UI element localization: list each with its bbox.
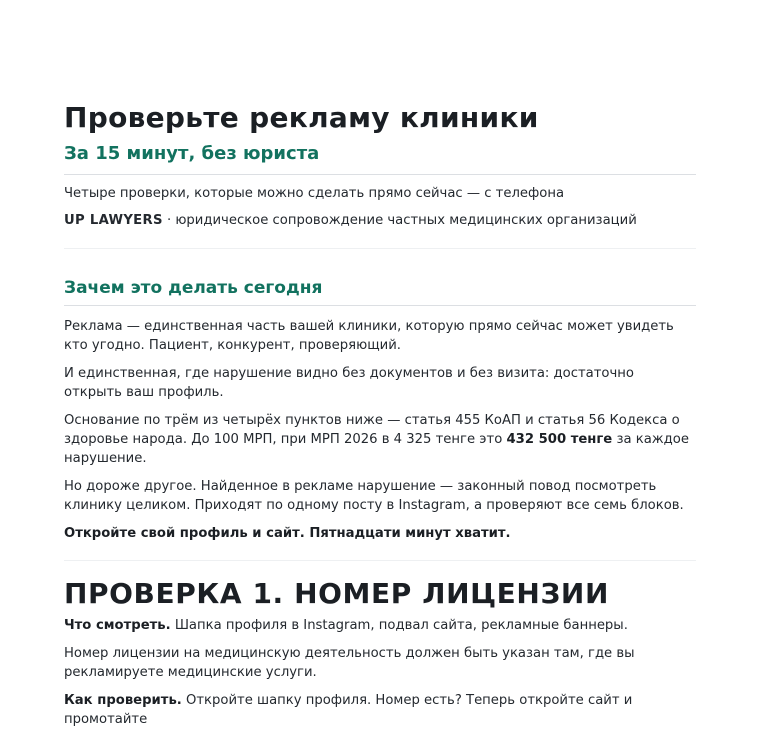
- what-to-look-paragraph: [64, 616, 696, 635]
- fine-text: Основание по трём из четырёх пунктов ниже — статья 455 КоАП и статья 56 Кодекса о здоровье народа. До 100 МРП, при МРП 2026 в 4 325 тенге это: [64, 413, 680, 447]
- paragraph: И единственная, где нарушение видно без документов и без визита: достаточно открыть ваш профиль.: [64, 366, 634, 400]
- how-label: Как проверить.: [64, 693, 182, 708]
- section-divider: [64, 248, 696, 249]
- what-text: Шапка профиля в Instagram, подвал сайта, рекламные баннеры.: [170, 618, 628, 633]
- section-heading-divider: [64, 305, 696, 306]
- page-title: Проверьте рекламу клиники: [64, 101, 539, 134]
- fine-amount: 432 500 тенге: [506, 432, 613, 447]
- document: [64, 100, 696, 729]
- check-1-body: [64, 616, 696, 729]
- how-text: Откройте шапку профиля. Номер есть? Теперь откройте сайт и промотайте: [64, 693, 633, 727]
- title-divider: [64, 174, 696, 175]
- section-divider: [64, 560, 696, 561]
- check-1-heading: ПРОВЕРКА 1. НОМЕР ЛИЦЕНЗИИ: [64, 577, 610, 610]
- paragraph: Но дороже другое. Найденное в рекламе нарушение — законный повод посмотреть клинику целиком. Приходят по одному посту в Instagram, а проверяют все семь блоков.: [64, 479, 684, 513]
- paragraph-fine: [64, 411, 696, 468]
- section-heading-why: Зачем это делать сегодня: [64, 278, 323, 298]
- paragraph: Номер лицензии на медицинскую деятельность должен быть указан там, где вы рекламируете медицинские услуги.: [64, 646, 635, 680]
- what-label: Что смотреть.: [64, 618, 171, 633]
- brand-line: [64, 211, 696, 230]
- call-to-action: Откройте свой профиль и сайт. Пятнадцати минут хватит.: [64, 526, 511, 541]
- paragraph: Реклама — единственная часть вашей клиники, которую прямо сейчас может увидеть кто угодно. Пациент, конкурент, проверяющий.: [64, 319, 674, 353]
- brand-tagline: · юридическое сопровождение частных медицинских организаций: [162, 213, 637, 228]
- brand-name: UP LAWYERS: [64, 213, 163, 228]
- why-section-body: [64, 317, 696, 543]
- page-subtitle: За 15 минут, без юриста: [64, 143, 320, 164]
- how-to-check-paragraph: [64, 691, 696, 729]
- fine-text-end: за каждое нарушение.: [64, 432, 689, 466]
- lead-text: Четыре проверки, которые можно сделать прямо сейчас — с телефона: [64, 186, 565, 201]
